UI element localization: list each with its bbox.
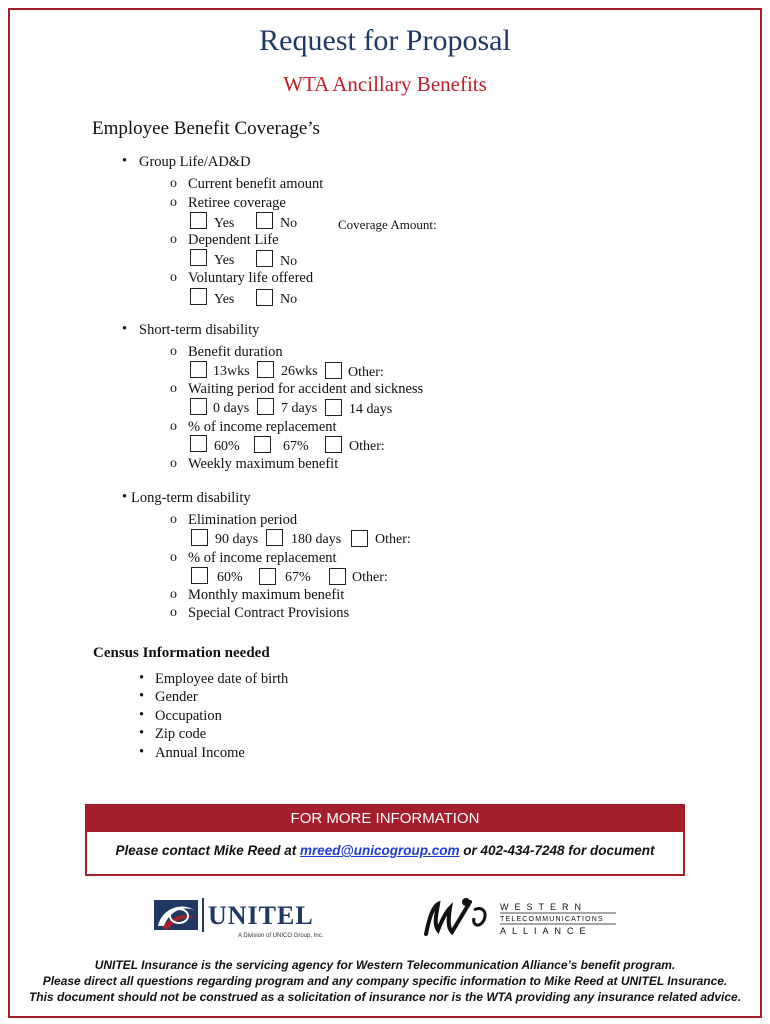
coverage-amount-label: Coverage Amount: bbox=[338, 217, 437, 232]
yes-label: Yes bbox=[214, 253, 235, 268]
footer-line-1: UNITEL Insurance is the servicing agency for Western Telecommunication Alliance’s benefit program. bbox=[94, 958, 676, 972]
unitel-tagline: A Division of UNICO Group, Inc. bbox=[238, 933, 324, 939]
bullet-dot: • bbox=[139, 670, 145, 686]
sub-bullet: o bbox=[170, 195, 177, 210]
sub-bullet: o bbox=[170, 270, 177, 285]
sub-bullet: o bbox=[170, 587, 177, 602]
bullet-dot: • bbox=[122, 489, 128, 505]
dependent-no-checkbox[interactable] bbox=[256, 250, 273, 267]
ltd-90days-checkbox[interactable] bbox=[191, 529, 208, 546]
std-60-checkbox[interactable] bbox=[190, 435, 207, 452]
section-title: Employee Benefit Coverage’s bbox=[92, 118, 320, 139]
bullet-dot: • bbox=[139, 707, 145, 723]
dependent-yes-checkbox[interactable] bbox=[190, 249, 207, 266]
14days-label: 14 days bbox=[349, 402, 393, 417]
bullet-dot: • bbox=[122, 153, 128, 169]
other-label: Other: bbox=[352, 570, 388, 585]
long-term-heading: Long-term disability bbox=[131, 490, 251, 506]
short-term-heading: Short-term disability bbox=[139, 322, 260, 338]
census-heading: Census Information needed bbox=[93, 645, 270, 661]
60-label: 60% bbox=[214, 439, 240, 454]
footer-line-2: Please direct all questions regarding program and any company specific information to Mike Reed at UNITEL Insurance. bbox=[42, 974, 728, 988]
retiree-no-checkbox[interactable] bbox=[256, 212, 273, 229]
std-13wks-checkbox[interactable] bbox=[190, 361, 207, 378]
wta-logo bbox=[420, 894, 620, 940]
census-item: Occupation bbox=[155, 708, 222, 724]
current-benefit-label: Current benefit amount bbox=[188, 176, 324, 192]
contact-text: Please contact Mike Reed at bbox=[115, 843, 301, 858]
sub-bullet: o bbox=[170, 381, 177, 396]
no-label: No bbox=[280, 292, 298, 307]
page-title: Request for Proposal bbox=[259, 24, 511, 57]
unitel-wordmark: UNITEL bbox=[208, 901, 314, 930]
retiree-yes-checkbox[interactable] bbox=[190, 212, 207, 229]
sub-bullet: o bbox=[170, 232, 177, 247]
60-label: 60% bbox=[217, 570, 243, 585]
wta-line2: TELECOMMUNICATIONS bbox=[500, 916, 604, 923]
other-label: Other: bbox=[349, 439, 385, 454]
retiree-coverage-label: Retiree coverage bbox=[188, 195, 286, 211]
sub-bullet: o bbox=[170, 176, 177, 191]
26wks-label: 26wks bbox=[281, 364, 318, 379]
std-26wks-checkbox[interactable] bbox=[257, 361, 274, 378]
census-item: Employee date of birth bbox=[155, 671, 289, 687]
7days-label: 7 days bbox=[281, 401, 318, 416]
wta-line3: ALLIANCE bbox=[500, 926, 592, 936]
bullet-dot: • bbox=[139, 725, 145, 741]
ltd-elimination-other-checkbox[interactable] bbox=[351, 530, 368, 547]
no-label: No bbox=[280, 254, 298, 269]
email-link[interactable]: mreed@unicogroup.com bbox=[300, 843, 460, 858]
sub-bullet: o bbox=[170, 550, 177, 565]
sub-bullet: o bbox=[170, 456, 177, 471]
info-box-header: FOR MORE INFORMATION bbox=[87, 806, 683, 832]
voluntary-no-checkbox[interactable] bbox=[256, 289, 273, 306]
ltd-income-replacement-label: % of income replacement bbox=[188, 550, 337, 566]
sub-bullet: o bbox=[170, 605, 177, 620]
std-income-replacement-label: % of income replacement bbox=[188, 419, 337, 435]
sub-bullet: o bbox=[170, 419, 177, 434]
180days-label: 180 days bbox=[291, 532, 342, 547]
no-label: No bbox=[280, 216, 298, 231]
sub-bullet: o bbox=[170, 344, 177, 359]
footer-line-3: This document should not be construed as a solicitation of insurance nor is the WTA providing any insurance related advice. bbox=[28, 990, 742, 1004]
13wks-label: 13wks bbox=[213, 364, 250, 379]
page-subtitle: WTA Ancillary Benefits bbox=[283, 72, 487, 96]
monthly-max-label: Monthly maximum benefit bbox=[188, 587, 345, 603]
ltd-income-other-checkbox[interactable] bbox=[329, 568, 346, 585]
ltd-67-checkbox[interactable] bbox=[259, 568, 276, 585]
census-item: Zip code bbox=[155, 726, 207, 742]
std-0days-checkbox[interactable] bbox=[190, 398, 207, 415]
other-label: Other: bbox=[375, 532, 411, 547]
group-life-heading: Group Life/AD&D bbox=[139, 154, 251, 170]
ltd-180days-checkbox[interactable] bbox=[266, 529, 283, 546]
benefit-duration-label: Benefit duration bbox=[188, 344, 283, 360]
yes-label: Yes bbox=[214, 216, 235, 231]
waiting-period-label: Waiting period for accident and sickness bbox=[188, 381, 424, 397]
std-14days-checkbox[interactable] bbox=[325, 399, 342, 416]
ltd-60-checkbox[interactable] bbox=[191, 567, 208, 584]
contact-text-after: or 402-434-7248 for document bbox=[459, 843, 655, 858]
other-label: Other: bbox=[348, 365, 384, 380]
census-item: Gender bbox=[155, 689, 198, 705]
0days-label: 0 days bbox=[213, 401, 250, 416]
yes-label: Yes bbox=[214, 292, 235, 307]
info-box-body bbox=[87, 832, 683, 858]
std-7days-checkbox[interactable] bbox=[257, 398, 274, 415]
elimination-period-label: Elimination period bbox=[188, 512, 298, 528]
census-item: Annual Income bbox=[155, 745, 245, 761]
67-label: 67% bbox=[285, 570, 311, 585]
dependent-life-label: Dependent Life bbox=[188, 232, 279, 248]
std-67-checkbox[interactable] bbox=[254, 436, 271, 453]
90days-label: 90 days bbox=[215, 532, 259, 547]
special-contract-label: Special Contract Provisions bbox=[188, 605, 350, 621]
bullet-dot: • bbox=[139, 688, 145, 704]
wta-line1: WESTERN bbox=[500, 902, 587, 912]
voluntary-life-label: Voluntary life offered bbox=[188, 270, 314, 286]
std-income-other-checkbox[interactable] bbox=[325, 436, 342, 453]
std-duration-other-checkbox[interactable] bbox=[325, 362, 342, 379]
bullet-dot: • bbox=[139, 744, 145, 760]
voluntary-yes-checkbox[interactable] bbox=[190, 288, 207, 305]
sub-bullet: o bbox=[170, 512, 177, 527]
67-label: 67% bbox=[283, 439, 309, 454]
info-box bbox=[85, 804, 685, 876]
weekly-max-label: Weekly maximum benefit bbox=[188, 456, 339, 472]
bullet-dot: • bbox=[122, 321, 128, 337]
unitel-logo bbox=[152, 896, 332, 940]
